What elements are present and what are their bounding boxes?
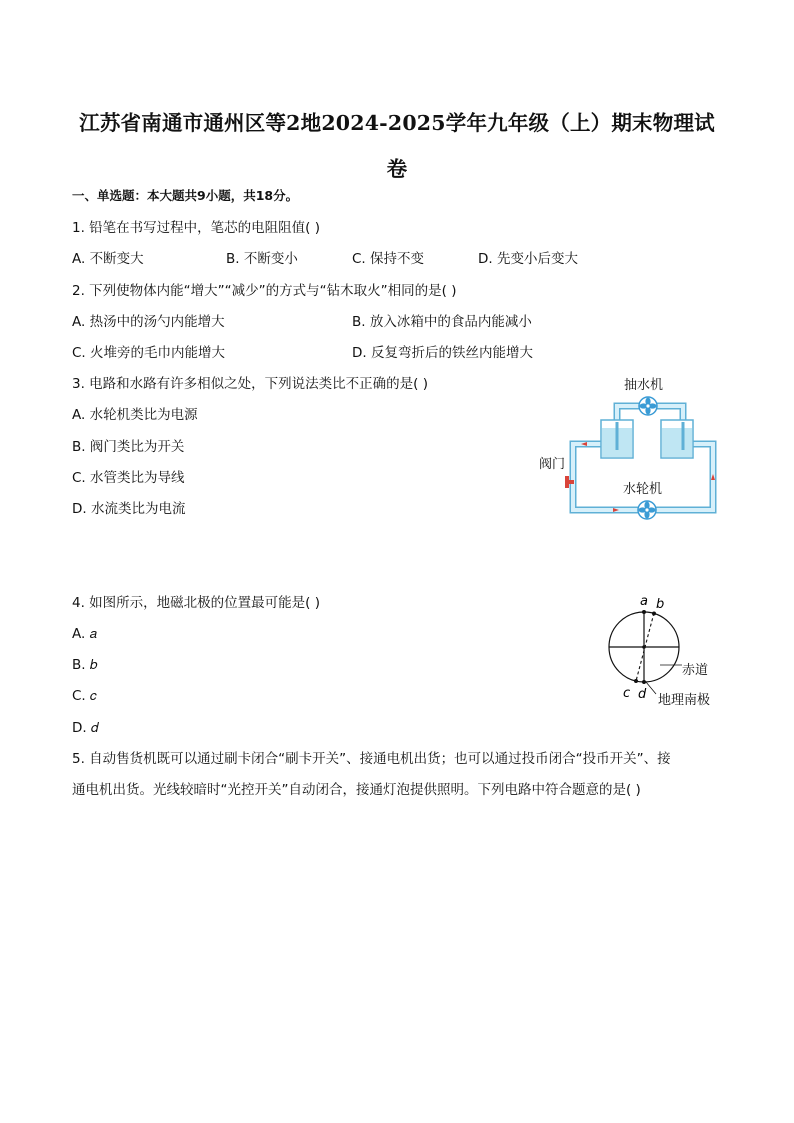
question-4-stem: 4. 如图所示，地磁北极的位置最可能是( ) [72, 595, 320, 611]
question-3-stem: 3. 电路和水路有许多相似之处，下列说法类比不正确的是( ) [72, 376, 428, 392]
pump-icon [639, 397, 657, 415]
question-1-option-b: B. 不断变小 [226, 251, 298, 267]
question-3-option-b: B. 阀门类比为开关 [72, 439, 185, 455]
question-1-option-d: D. 先变小后变大 [478, 251, 578, 267]
question-1-option-a: A. 不断变大 [72, 251, 144, 267]
question-1-option-c: C. 保持不变 [352, 251, 425, 267]
turbine-label: 水轮机 [623, 482, 663, 497]
question-5-stem-line2: 通电机出货。光线较暗时“光控开关”自动闭合，接通灯泡提供照明。下列电路中符合题意的是( ) [72, 782, 641, 798]
question-4-option-c: C. 𝑐 [72, 688, 97, 704]
question-2-option-b: B. 放入冰箱中的食品内能减小 [352, 314, 532, 330]
point-c [634, 679, 638, 683]
label-c: c [623, 686, 631, 701]
water-circuit-diagram [535, 372, 725, 524]
point-a [642, 610, 646, 614]
south-pole-leader [646, 682, 656, 694]
question-3-option-c: C. 水管类比为导线 [72, 470, 185, 486]
question-2-stem: 2. 下列使物体内能“增大”“减少”的方式与“钻木取火”相同的是( ) [72, 283, 457, 299]
question-5-stem-line1: 5. 自动售货机既可以通过刷卡闭合“刷卡开关”、接通电机出货；也可以通过投币闭合“投币开关”、接 [72, 751, 671, 767]
question-4-option-b: B. 𝑏 [72, 657, 98, 673]
turbine-icon [638, 501, 656, 519]
question-2-option-a: A. 热汤中的汤勺内能增大 [72, 314, 225, 330]
question-2-option-d: D. 反复弯折后的铁丝内能增大 [352, 345, 533, 361]
section-heading: 一、单选题：本大题共9小题，共18分。 [72, 188, 299, 203]
question-1-stem: 1. 铅笔在书写过程中，笔芯的电阻阻值( ) [72, 220, 320, 236]
water-circuit-figure [535, 372, 725, 524]
exam-title-line1: 江苏省南通市通州区等2地2024-2025学年九年级（上）期末物理试 [79, 111, 715, 135]
point-d [642, 680, 646, 684]
point-b [652, 612, 656, 616]
question-2-option-c: C. 火堆旁的毛巾内能增大 [72, 345, 226, 361]
question-4-option-d: D. 𝑑 [72, 720, 99, 736]
left-beaker [601, 420, 633, 458]
question-3-option-a: A. 水轮机类比为电源 [72, 407, 198, 423]
valve-label: 阀门 [539, 457, 566, 472]
equator-label: 赤道 [682, 663, 709, 678]
label-d: d [638, 687, 647, 702]
exam-title [60, 100, 734, 192]
label-b: b [656, 597, 665, 612]
question-3-option-d: D. 水流类比为电流 [72, 501, 186, 517]
pump-label: 抽水机 [624, 378, 664, 393]
earth-magnetism-diagram [590, 590, 730, 712]
south-pole-label: 地理南极 [658, 693, 711, 708]
exam-title-line2: 卷 [386, 157, 408, 181]
question-4-option-a: A. 𝑎 [72, 626, 97, 642]
label-a: a [640, 594, 648, 609]
earth-center [642, 645, 646, 649]
earth-figure [590, 590, 730, 712]
right-beaker [661, 420, 693, 458]
